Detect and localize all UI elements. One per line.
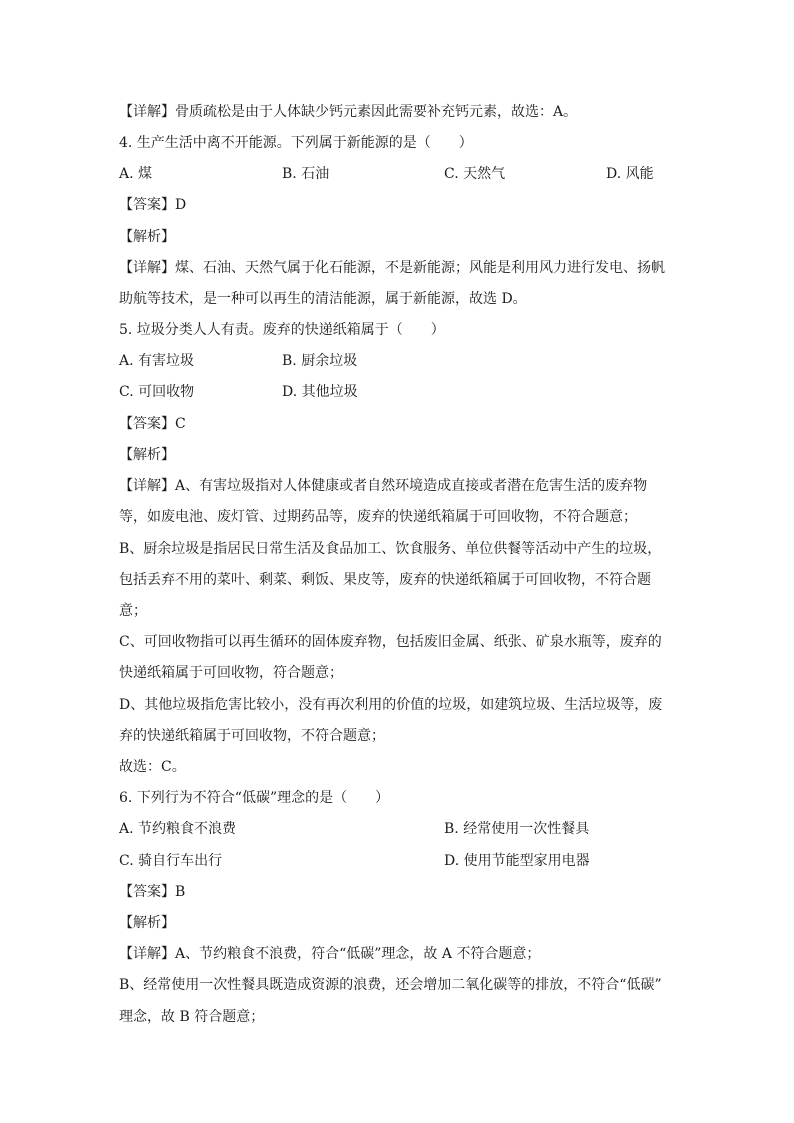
text-line: 等，如废电池、废灯管、过期药品等，废弃的快递纸箱属于可回收物，不符合题意； bbox=[119, 509, 637, 525]
q4-option-d: D. 风能 bbox=[606, 166, 654, 182]
text-line: 弃的快递纸箱属于可回收物，不符合题意； bbox=[119, 728, 385, 744]
q6-option-a: A. 节约粮食不浪费 bbox=[119, 821, 237, 837]
text-line: C、可回收物指可以再生循环的固体废弃物，包括废旧金属、纸张、矿泉水瓶等，废弃的 bbox=[119, 634, 662, 650]
q5-analysis-heading: 【解析】 bbox=[119, 447, 175, 463]
q6-answer: 【答案】B bbox=[119, 884, 186, 900]
text-line: 【详解】煤、石油、天然气属于化石能源，不是新能源；风能是利用风力进行发电、扬帆 bbox=[119, 260, 665, 276]
q6-analysis-heading: 【解析】 bbox=[119, 915, 175, 931]
q6-option-d: D. 使用节能型家用电器 bbox=[444, 853, 590, 869]
text-line: 意； bbox=[119, 603, 147, 619]
q4-option-a: A. 煤 bbox=[119, 166, 153, 182]
text-line: 包括丢弃不用的菜叶、剩菜、剩饭、果皮等，废弃的快递纸箱属于可回收物，不符合题 bbox=[119, 572, 651, 588]
q6-option-b: B. 经常使用一次性餐具 bbox=[444, 821, 590, 837]
q5-option-b: B. 厨余垃圾 bbox=[282, 353, 358, 369]
text-line: B、厨余垃圾是指居民日常生活及食品加工、饮食服务、单位供餐等活动中产生的垃圾， bbox=[119, 541, 662, 557]
q4-option-c: C. 天然气 bbox=[444, 166, 506, 182]
q4-analysis-heading: 【解析】 bbox=[119, 229, 175, 245]
text-line: 快递纸箱属于可回收物，符合题意； bbox=[119, 665, 343, 681]
text-line: 理念，故 B 符合题意； bbox=[119, 1009, 265, 1025]
q5-option-c: C. 可回收物 bbox=[119, 384, 195, 400]
text-line: 助航等技术，是一种可以再生的清洁能源，属于新能源，故选 D。 bbox=[119, 291, 527, 307]
text-line: 故选：C。 bbox=[119, 759, 186, 775]
text-line: 【详解】A、节约粮食不浪费，符合“低碳”理念，故 A 不符合题意； bbox=[119, 946, 541, 962]
q5-option-a: A. 有害垃圾 bbox=[119, 353, 195, 369]
q4-option-b: B. 石油 bbox=[282, 166, 330, 182]
text-line: B、经常使用一次性餐具既造成资源的浪费，还会增加二氧化碳等的排放，不符合“低碳” bbox=[119, 977, 662, 993]
question-4-stem: 4. 生产生活中离不开能源。下列属于新能源的是（ ） bbox=[119, 135, 473, 151]
text-line: 【详解】A、有害垃圾指对人体健康或者自然环境造成直接或者潜在危害生活的废弃物 bbox=[119, 478, 648, 494]
text-line: 【详解】骨质疏松是由于人体缺少钙元素因此需要补充钙元素，故选：A。 bbox=[119, 104, 578, 120]
q5-option-d: D. 其他垃圾 bbox=[282, 384, 358, 400]
q5-answer: 【答案】C bbox=[119, 416, 186, 432]
text-line: D、其他垃圾指危害比较小，没有再次利用的价值的垃圾，如建筑垃圾、生活垃圾等，废 bbox=[119, 697, 663, 713]
question-5-stem: 5. 垃圾分类人人有责。废弃的快递纸箱属于（ ） bbox=[119, 322, 445, 338]
q6-option-c: C. 骑自行车出行 bbox=[119, 853, 223, 869]
question-6-stem: 6. 下列行为不符合“低碳”理念的是（ ） bbox=[119, 790, 390, 806]
q4-answer: 【答案】D bbox=[119, 197, 187, 213]
